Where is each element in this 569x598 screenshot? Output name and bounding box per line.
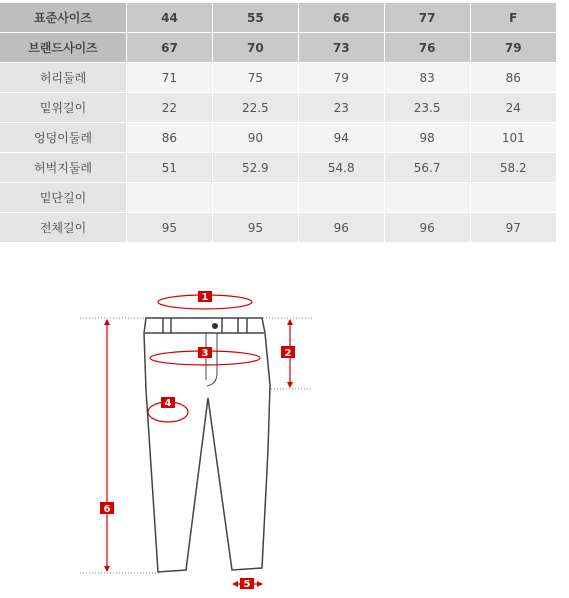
row-label: 브랜드사이즈 [0,33,127,63]
table-cell: 96 [384,213,470,243]
table-cell: 75 [212,63,298,93]
table-cell: 66 [298,3,384,33]
row-label: 밑위길이 [0,93,127,123]
table-cell: 71 [127,63,213,93]
table-row [0,3,556,33]
table-cell: 90 [212,123,298,153]
size-table [0,3,556,243]
marker-label: 3 [201,348,209,359]
rise-measure-marker [281,320,295,387]
table-cell [384,183,470,213]
table-cell: 67 [127,33,213,63]
table-cell: 101 [470,123,556,153]
table-cell: 79 [298,63,384,93]
table-cell: 23 [298,93,384,123]
marker-label: 4 [164,398,172,409]
table-cell: 97 [470,213,556,243]
row-label: 허벅지둘레 [0,153,127,183]
table-cell: 95 [212,213,298,243]
table-cell [470,183,556,213]
table-cell: 96 [298,213,384,243]
table-cell: 54.8 [298,153,384,183]
table-cell: 24 [470,93,556,123]
marker-label: 6 [103,504,111,515]
table-cell: 70 [212,33,298,63]
row-label: 표준사이즈 [0,3,127,33]
row-label: 엉덩이둘레 [0,123,127,153]
table-row [0,123,556,153]
table-cell [212,183,298,213]
table-cell: 76 [384,33,470,63]
table-cell: 86 [470,63,556,93]
table-cell [127,183,213,213]
marker-label: 2 [284,348,292,359]
waist-measure-marker [158,291,252,309]
table-cell: 56.7 [384,153,470,183]
table-cell: 83 [384,63,470,93]
table-cell: 86 [127,123,213,153]
table-cell: 58.2 [470,153,556,183]
table-cell: 73 [298,33,384,63]
table-cell: 98 [384,123,470,153]
row-label: 허리둘레 [0,63,127,93]
pants-measurement-diagram [0,280,340,598]
table-cell: 95 [127,213,213,243]
table-cell: 23.5 [384,93,470,123]
table-cell: 79 [470,33,556,63]
table-row [0,153,556,183]
table-cell: F [470,3,556,33]
table-cell: 52.9 [212,153,298,183]
table-cell: 22 [127,93,213,123]
table-cell: 51 [127,153,213,183]
table-cell: 94 [298,123,384,153]
table-row [0,183,556,213]
marker-label: 5 [243,579,251,590]
table-cell: 22.5 [212,93,298,123]
table-row [0,33,556,63]
table-cell: 77 [384,3,470,33]
marker-label: 1 [201,292,209,303]
table-row [0,213,556,243]
table-row [0,63,556,93]
row-label: 전체길이 [0,213,127,243]
hem-measure-marker [233,578,262,590]
table-cell: 55 [212,3,298,33]
total-length-measure-marker [100,320,114,571]
table-cell: 44 [127,3,213,33]
table-row [0,93,556,123]
table-cell [298,183,384,213]
row-label: 밑단길이 [0,183,127,213]
